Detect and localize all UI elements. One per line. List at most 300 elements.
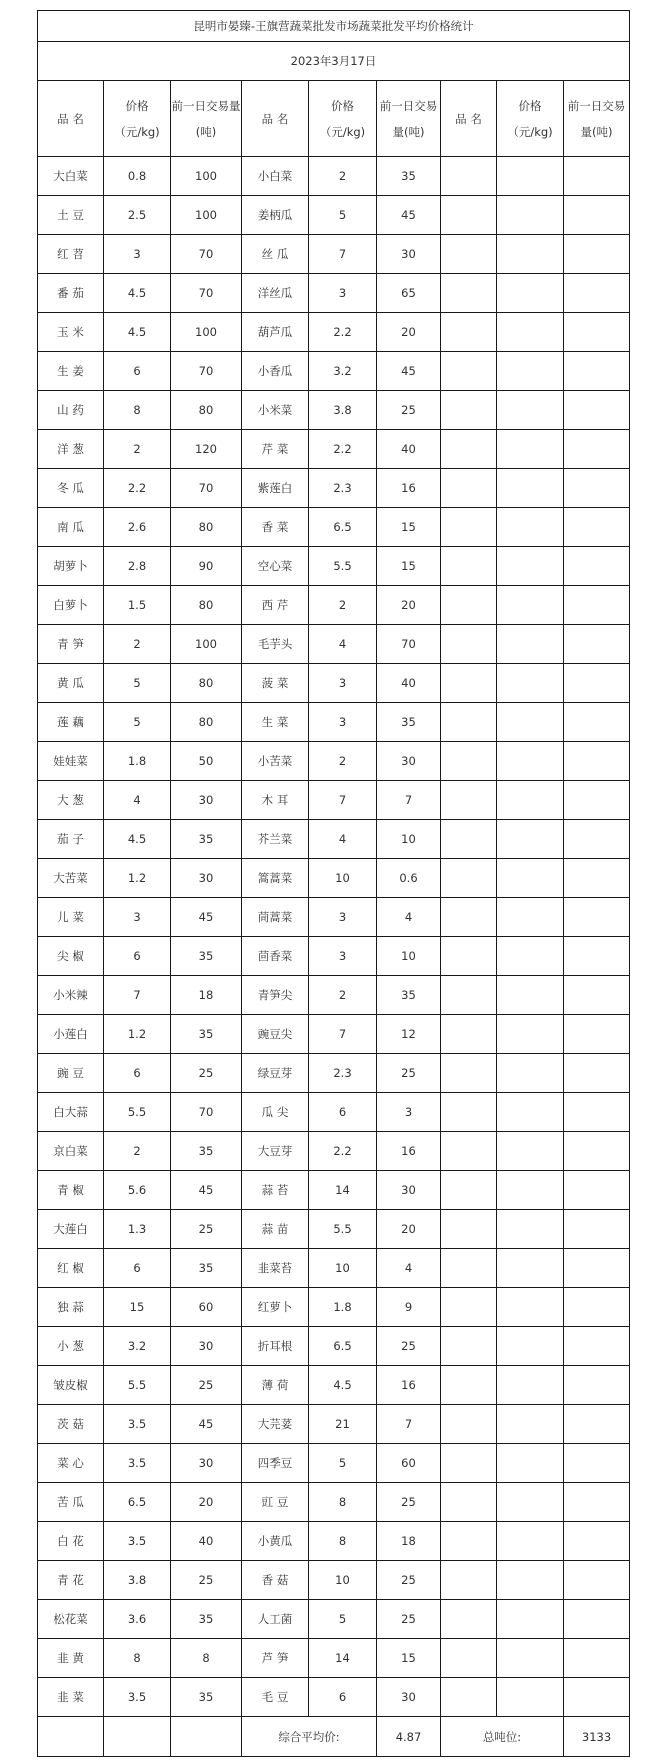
item-price (497, 274, 564, 313)
table-row (38, 820, 630, 859)
item-name: 韭 菜 (38, 1678, 104, 1717)
item-name (441, 1054, 497, 1093)
item-volume: 35 (377, 976, 441, 1015)
item-price (497, 1639, 564, 1678)
table-row (38, 1093, 630, 1132)
item-name: 苦 瓜 (38, 1483, 104, 1522)
item-name: 小黄瓜 (242, 1522, 309, 1561)
item-volume: 18 (377, 1522, 441, 1561)
item-volume (564, 469, 630, 508)
item-price (497, 1288, 564, 1327)
item-name: 豌 豆 (38, 1054, 104, 1093)
item-price: 4 (309, 820, 377, 859)
header-row (38, 81, 630, 157)
item-name (441, 391, 497, 430)
item-price (497, 430, 564, 469)
item-volume (564, 1678, 630, 1717)
item-name (441, 274, 497, 313)
table-row (38, 274, 630, 313)
item-name (441, 1093, 497, 1132)
table-row (38, 1483, 630, 1522)
summary-empty (38, 1717, 104, 1757)
item-price: 10 (309, 859, 377, 898)
item-price: 3.6 (104, 1600, 171, 1639)
item-price (497, 313, 564, 352)
item-name: 儿 菜 (38, 898, 104, 937)
item-name (441, 1561, 497, 1600)
table-row (38, 1405, 630, 1444)
item-name: 土 豆 (38, 196, 104, 235)
item-name: 毛芋头 (242, 625, 309, 664)
item-price (497, 352, 564, 391)
item-price: 4.5 (104, 274, 171, 313)
item-price: 1.8 (309, 1288, 377, 1327)
item-volume (564, 1288, 630, 1327)
item-name: 香 菜 (242, 508, 309, 547)
item-volume (564, 508, 630, 547)
item-volume: 80 (171, 391, 242, 430)
item-volume: 45 (377, 352, 441, 391)
item-price (497, 157, 564, 196)
item-name (441, 1639, 497, 1678)
table-title: 昆明市晏臻-王旗营蔬菜批发市场蔬菜批发平均价格统计 (38, 11, 630, 42)
item-volume (564, 547, 630, 586)
item-price: 4.5 (104, 313, 171, 352)
item-price: 2.2 (309, 313, 377, 352)
item-name: 芦 笋 (242, 1639, 309, 1678)
item-price (497, 781, 564, 820)
item-name (441, 196, 497, 235)
date-row (38, 42, 630, 81)
item-volume (564, 1366, 630, 1405)
item-price: 2.2 (309, 430, 377, 469)
item-volume (564, 430, 630, 469)
item-name (441, 976, 497, 1015)
header-volume: 前一日交易量(吨) (564, 81, 630, 157)
item-price (497, 859, 564, 898)
item-price: 3 (309, 937, 377, 976)
item-volume: 45 (377, 196, 441, 235)
item-price (497, 625, 564, 664)
item-volume (564, 1132, 630, 1171)
item-price: 2 (104, 625, 171, 664)
item-volume (564, 1015, 630, 1054)
item-volume (564, 1444, 630, 1483)
item-volume: 25 (171, 1210, 242, 1249)
item-name: 青 花 (38, 1561, 104, 1600)
item-price: 6 (309, 1093, 377, 1132)
item-price: 3.5 (104, 1405, 171, 1444)
table-row (38, 781, 630, 820)
item-volume (564, 157, 630, 196)
item-name (441, 586, 497, 625)
item-price: 6.5 (104, 1483, 171, 1522)
table-row (38, 196, 630, 235)
table-row (38, 1678, 630, 1717)
item-name: 大莲白 (38, 1210, 104, 1249)
item-volume: 3 (377, 1093, 441, 1132)
item-name: 小米菜 (242, 391, 309, 430)
item-price (497, 586, 564, 625)
item-price (497, 1366, 564, 1405)
item-price: 3 (309, 274, 377, 313)
table-row (38, 1054, 630, 1093)
item-volume (564, 1249, 630, 1288)
item-name (441, 235, 497, 274)
table-row (38, 703, 630, 742)
item-price (497, 1600, 564, 1639)
item-name: 空心菜 (242, 547, 309, 586)
item-name: 茄 子 (38, 820, 104, 859)
item-volume: 25 (377, 1483, 441, 1522)
table-row (38, 1132, 630, 1171)
item-price: 3 (309, 664, 377, 703)
item-name (441, 1210, 497, 1249)
item-name (441, 1288, 497, 1327)
item-name: 葫芦瓜 (242, 313, 309, 352)
item-name: 胡萝卜 (38, 547, 104, 586)
table-row (38, 313, 630, 352)
item-name: 白大蒜 (38, 1093, 104, 1132)
item-volume: 20 (377, 313, 441, 352)
table-row (38, 1600, 630, 1639)
item-name: 瓜 尖 (242, 1093, 309, 1132)
item-volume: 65 (377, 274, 441, 313)
table-row (38, 586, 630, 625)
item-price: 6.5 (309, 1327, 377, 1366)
item-name: 玉 米 (38, 313, 104, 352)
item-volume: 25 (377, 1561, 441, 1600)
item-name: 青 椒 (38, 1171, 104, 1210)
item-price: 6 (104, 937, 171, 976)
item-name: 菜 心 (38, 1444, 104, 1483)
item-price: 5.5 (309, 547, 377, 586)
item-name: 白 花 (38, 1522, 104, 1561)
table-row (38, 508, 630, 547)
item-name: 大芫荽 (242, 1405, 309, 1444)
table-row (38, 469, 630, 508)
table-row (38, 1327, 630, 1366)
table-row (38, 898, 630, 937)
item-volume (564, 1327, 630, 1366)
item-price: 4.5 (104, 820, 171, 859)
item-name: 芹 菜 (242, 430, 309, 469)
item-price: 2 (309, 586, 377, 625)
item-volume: 12 (377, 1015, 441, 1054)
item-volume: 10 (377, 937, 441, 976)
item-volume: 45 (171, 898, 242, 937)
item-name: 皱皮椒 (38, 1366, 104, 1405)
item-name: 南 瓜 (38, 508, 104, 547)
item-volume: 16 (377, 1132, 441, 1171)
item-name: 白萝卜 (38, 586, 104, 625)
item-price: 2 (309, 157, 377, 196)
item-volume: 25 (171, 1366, 242, 1405)
item-price (497, 1327, 564, 1366)
table-row (38, 1639, 630, 1678)
item-name: 人工菌 (242, 1600, 309, 1639)
item-volume (564, 235, 630, 274)
header-price: 价格（元/kg) (104, 81, 171, 157)
item-volume: 120 (171, 430, 242, 469)
item-volume: 30 (377, 1171, 441, 1210)
item-name: 茼蒿菜 (242, 898, 309, 937)
item-name: 豇 豆 (242, 1483, 309, 1522)
item-price (497, 1093, 564, 1132)
item-price: 6 (104, 1054, 171, 1093)
item-price (497, 1132, 564, 1171)
item-name: 紫莲白 (242, 469, 309, 508)
item-volume: 45 (171, 1171, 242, 1210)
item-volume: 35 (171, 937, 242, 976)
item-price: 5 (309, 1444, 377, 1483)
item-price: 3 (104, 898, 171, 937)
item-volume: 35 (377, 703, 441, 742)
item-name: 毛 豆 (242, 1678, 309, 1717)
item-volume: 70 (377, 625, 441, 664)
item-volume: 15 (377, 1639, 441, 1678)
header-price: 价格（元/kg) (309, 81, 377, 157)
item-price: 6 (309, 1678, 377, 1717)
item-price (497, 508, 564, 547)
item-name: 小香瓜 (242, 352, 309, 391)
item-name (441, 1249, 497, 1288)
item-price: 3.2 (309, 352, 377, 391)
item-name (441, 1678, 497, 1717)
summary-empty (104, 1717, 171, 1757)
item-volume: 45 (171, 1405, 242, 1444)
item-price: 1.3 (104, 1210, 171, 1249)
item-volume: 20 (377, 1210, 441, 1249)
item-price: 5.6 (104, 1171, 171, 1210)
item-name: 京白菜 (38, 1132, 104, 1171)
item-price (497, 391, 564, 430)
item-price: 3.8 (104, 1561, 171, 1600)
item-name (441, 157, 497, 196)
item-name: 折耳根 (242, 1327, 309, 1366)
item-name: 小白菜 (242, 157, 309, 196)
item-volume: 10 (377, 820, 441, 859)
item-volume: 80 (171, 703, 242, 742)
item-volume: 30 (171, 781, 242, 820)
item-price: 2 (104, 1132, 171, 1171)
item-price: 14 (309, 1639, 377, 1678)
item-price: 5.5 (309, 1210, 377, 1249)
report-date: 2023年3月17日 (38, 42, 630, 81)
item-volume: 0.6 (377, 859, 441, 898)
item-price: 5 (309, 1600, 377, 1639)
item-volume (564, 274, 630, 313)
item-price (497, 1561, 564, 1600)
item-volume: 35 (171, 820, 242, 859)
item-volume: 25 (377, 1054, 441, 1093)
item-volume: 35 (171, 1132, 242, 1171)
item-name: 娃娃菜 (38, 742, 104, 781)
item-price: 2.2 (309, 1132, 377, 1171)
item-name (441, 508, 497, 547)
total-tonnage-value: 3133 (564, 1717, 630, 1757)
item-volume: 100 (171, 196, 242, 235)
item-name: 大苦菜 (38, 859, 104, 898)
item-name: 青 笋 (38, 625, 104, 664)
item-name (441, 1327, 497, 1366)
item-name: 小苦菜 (242, 742, 309, 781)
item-volume: 30 (171, 859, 242, 898)
item-name (441, 820, 497, 859)
item-name: 红萝卜 (242, 1288, 309, 1327)
item-price (497, 235, 564, 274)
item-name (441, 742, 497, 781)
item-volume: 9 (377, 1288, 441, 1327)
item-volume (564, 1522, 630, 1561)
item-volume (564, 1054, 630, 1093)
item-volume: 80 (171, 508, 242, 547)
item-price: 0.8 (104, 157, 171, 196)
item-price (497, 1678, 564, 1717)
item-volume: 25 (171, 1561, 242, 1600)
item-price: 5 (104, 664, 171, 703)
table-row (38, 1171, 630, 1210)
table-row (38, 625, 630, 664)
table-row (38, 937, 630, 976)
item-price (497, 664, 564, 703)
item-name (441, 937, 497, 976)
item-price: 7 (309, 235, 377, 274)
item-name: 尖 椒 (38, 937, 104, 976)
item-name (441, 625, 497, 664)
item-volume: 18 (171, 976, 242, 1015)
item-volume: 30 (171, 1327, 242, 1366)
summary-empty (171, 1717, 242, 1757)
item-name: 独 蒜 (38, 1288, 104, 1327)
table-row (38, 1444, 630, 1483)
item-name: 茨 菇 (38, 1405, 104, 1444)
item-name (441, 1015, 497, 1054)
item-name: 松花菜 (38, 1600, 104, 1639)
item-price (497, 1483, 564, 1522)
item-name: 小莲白 (38, 1015, 104, 1054)
item-volume: 35 (377, 157, 441, 196)
item-name (441, 1405, 497, 1444)
item-price: 3.5 (104, 1444, 171, 1483)
item-price: 3.5 (104, 1678, 171, 1717)
item-name: 青笋尖 (242, 976, 309, 1015)
item-volume (564, 937, 630, 976)
item-volume: 20 (377, 586, 441, 625)
item-price: 1.5 (104, 586, 171, 625)
item-volume: 7 (377, 1405, 441, 1444)
item-name: 西 芹 (242, 586, 309, 625)
item-name (441, 664, 497, 703)
item-name: 芥兰菜 (242, 820, 309, 859)
table-row (38, 391, 630, 430)
table-row (38, 352, 630, 391)
item-price: 2.6 (104, 508, 171, 547)
item-volume: 15 (377, 508, 441, 547)
header-volume: 前一日交易量(吨) (171, 81, 242, 157)
item-name: 洋丝瓜 (242, 274, 309, 313)
item-name (441, 313, 497, 352)
item-price: 8 (309, 1522, 377, 1561)
table-row (38, 1288, 630, 1327)
item-price: 3.5 (104, 1522, 171, 1561)
item-volume: 40 (377, 430, 441, 469)
item-price: 2.5 (104, 196, 171, 235)
item-price (497, 1405, 564, 1444)
item-volume: 7 (377, 781, 441, 820)
item-name: 大豆芽 (242, 1132, 309, 1171)
item-volume: 15 (377, 547, 441, 586)
item-name: 冬 瓜 (38, 469, 104, 508)
item-price (497, 703, 564, 742)
item-volume (564, 313, 630, 352)
item-price (497, 547, 564, 586)
item-price (497, 1171, 564, 1210)
item-name: 红 苕 (38, 235, 104, 274)
item-volume (564, 976, 630, 1015)
item-name: 韭 黄 (38, 1639, 104, 1678)
item-name: 四季豆 (242, 1444, 309, 1483)
item-volume: 25 (377, 1600, 441, 1639)
item-name (441, 703, 497, 742)
item-name: 薄 荷 (242, 1366, 309, 1405)
item-volume: 30 (171, 1444, 242, 1483)
item-price: 2 (309, 742, 377, 781)
item-volume (564, 1210, 630, 1249)
item-volume: 20 (171, 1483, 242, 1522)
item-price: 10 (309, 1249, 377, 1288)
item-volume: 35 (171, 1600, 242, 1639)
item-name: 大白菜 (38, 157, 104, 196)
item-price (497, 1015, 564, 1054)
item-volume: 40 (171, 1522, 242, 1561)
item-volume: 90 (171, 547, 242, 586)
header-name: 品 名 (441, 81, 497, 157)
item-price: 2 (104, 430, 171, 469)
table-row (38, 235, 630, 274)
item-volume (564, 781, 630, 820)
item-volume: 80 (171, 664, 242, 703)
item-name (441, 1171, 497, 1210)
avg-price-value: 4.87 (377, 1717, 441, 1757)
item-volume (564, 742, 630, 781)
item-name: 红 椒 (38, 1249, 104, 1288)
item-volume: 35 (171, 1678, 242, 1717)
item-volume: 70 (171, 235, 242, 274)
item-name (441, 1522, 497, 1561)
item-name (441, 1366, 497, 1405)
item-volume: 30 (377, 235, 441, 274)
item-volume: 60 (377, 1444, 441, 1483)
item-price: 7 (309, 781, 377, 820)
item-name: 番 茄 (38, 274, 104, 313)
item-price: 4 (104, 781, 171, 820)
item-volume (564, 1561, 630, 1600)
item-volume: 30 (377, 1678, 441, 1717)
item-volume: 70 (171, 352, 242, 391)
item-name: 韭菜苔 (242, 1249, 309, 1288)
item-name: 洋 葱 (38, 430, 104, 469)
item-name: 茴香菜 (242, 937, 309, 976)
header-name: 品 名 (38, 81, 104, 157)
item-price (497, 1444, 564, 1483)
item-price: 8 (104, 391, 171, 430)
item-price: 3 (104, 235, 171, 274)
header-volume: 前一日交易量(吨) (377, 81, 441, 157)
item-price: 15 (104, 1288, 171, 1327)
item-volume: 25 (171, 1054, 242, 1093)
item-volume (564, 391, 630, 430)
